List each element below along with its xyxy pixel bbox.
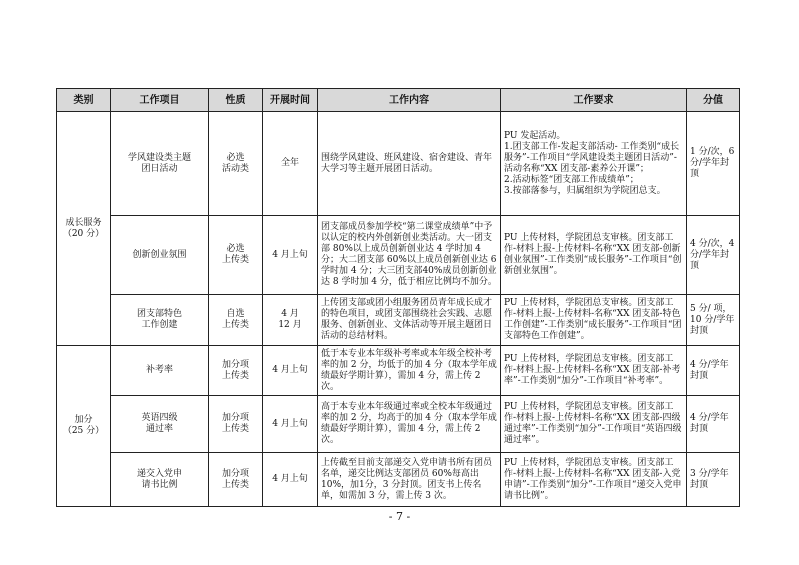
content-cell: 团支部成员参加学校“第二课堂成绩单”中予以认定的校内外创新创业类活动。大一团支部 80%以上成员创新创业达 4 学时加 4 分；大二团支部 60%以上成员创新创业达 6 学时加 4 分；大三团支部40%成员创新创业达 8 学时加 4 分，低于相应比例均不加分。 xyxy=(318,216,501,295)
page-number: - 7 - xyxy=(388,510,411,523)
item-line: 学风建设类主题 xyxy=(127,152,191,163)
header-requirement: 工作要求 xyxy=(501,89,687,112)
nature-line: 加分项 xyxy=(221,468,249,479)
requirement-line: PU 上传材料，学院团总支审核。团支部工作-材料上报-上传材料-名称“XX 团支部-补考率”-工作类别“加分”-工作项目“补考率”。 xyxy=(504,354,681,386)
nature-cell xyxy=(209,112,263,216)
time-line: 全年 xyxy=(280,158,299,168)
score-cell: 5 分/ 项，10 分/学年封顶 xyxy=(687,295,740,346)
time-cell xyxy=(263,216,318,295)
nature-cell xyxy=(209,346,263,396)
item-cell xyxy=(111,396,209,453)
table-row xyxy=(57,216,740,295)
item-cell xyxy=(111,453,209,507)
nature-line: 上传类 xyxy=(221,479,249,490)
table-header-row xyxy=(57,89,740,112)
item-line: 团支部特色 xyxy=(136,309,182,319)
header-category: 类别 xyxy=(57,89,111,112)
time-cell xyxy=(263,346,318,396)
score-cell: 3 分/学年封顶 xyxy=(687,453,740,507)
item-line: 递交入党申 xyxy=(136,468,182,479)
item-line: 工作创建 xyxy=(141,320,178,330)
content-cell: 围绕学风建设、班风建设、宿舍建设、青年大学习等主题开展团日活动。 xyxy=(318,112,501,216)
item-line: 补考率 xyxy=(145,365,173,375)
nature-line: 上传类 xyxy=(221,320,249,330)
table-row xyxy=(57,453,740,507)
requirement-line: 1.团支部工作-发起支部活动- 工作类别“成长服务”-工作项目“学风建设类主题团日活动”-活动名称“XX 团支部-素养公开课”； xyxy=(504,141,680,174)
header-time: 开展时间 xyxy=(263,89,318,112)
requirement-cell xyxy=(501,295,687,346)
score-cell: 4 分/学年封顶 xyxy=(687,346,740,396)
content-cell: 上传团支部或团小组服务团员青年成长成才的特色项目，或团支部围绕社会实践、志愿服务、创新创业、文体活动等开展主题团日活动的总结材料。 xyxy=(318,295,501,346)
nature-line: 必选 xyxy=(226,152,245,163)
header-nature: 性质 xyxy=(209,89,263,112)
requirement-cell xyxy=(501,453,687,507)
item-cell xyxy=(111,295,209,346)
item-line: 团日活动 xyxy=(141,163,178,174)
requirement-line: PU 发起活动。 xyxy=(504,130,566,141)
nature-line: 加分项 xyxy=(221,359,249,370)
item-cell xyxy=(111,112,209,216)
table-row xyxy=(57,112,740,216)
nature-cell xyxy=(209,295,263,346)
content-cell: 上传截至目前支部递交入党申请书所有团员名单，递交比例达支部团员 60%每高出10%，加1分，3 分封顶。团支书上传名单，如需加 3 分，需上传 3 次。 xyxy=(318,453,501,507)
requirement-line: PU 上传材料，学院团总支审核。团支部工作-材料上报-上传材料-名称“XX 团支部-入党申请”-工作类别“加分”-工作项目“递交入党申请书比例”。 xyxy=(504,457,682,501)
time-line: 12 月 xyxy=(278,320,302,330)
nature-line: 活动类 xyxy=(221,163,249,174)
score-cell: 4 分/学年封顶 xyxy=(687,396,740,453)
time-cell xyxy=(263,295,318,346)
item-line: 创新创业氛围 xyxy=(132,249,187,260)
time-line: 4 月上旬 xyxy=(272,249,308,260)
time-line: 4 月 xyxy=(281,309,299,319)
requirement-cell xyxy=(501,396,687,453)
score-cell: 4 分/次，4 分/学年封顶 xyxy=(687,216,740,295)
content-cell: 低于本专业本年级补考率或本年级全校补考率的加 2 分，均低于的加 4 分（取本学年成绩最好学期计算），需加 4 分，需上传 2 次。 xyxy=(318,346,501,396)
category-cell xyxy=(57,346,111,507)
nature-cell xyxy=(209,396,263,453)
content-cell: 高于本专业本年级通过率或全校本年级通过率的加 2 分，均高于的加 4 分（取本学年成绩最好学期计算），需加 4 分，需上传 2 次。 xyxy=(318,396,501,453)
time-cell xyxy=(263,112,318,216)
requirement-line: 2.活动标签“团支部工作成绩单”； xyxy=(504,174,639,185)
requirement-line: PU 上传材料，学院团总支审核。团支部工作-材料上报-上传材料-名称“XX 团支部-特色工作创建”-工作类别“成长服务”-工作项目“团支部特色工作创建”。 xyxy=(504,298,682,341)
category-cell xyxy=(57,112,111,346)
requirement-line: PU 上传材料，学院团总支审核。团支部工作-材料上报-上传材料-名称“XX 团支部-四级通过率”-工作类别“加分”-工作项目“英语四级通过率”。 xyxy=(504,402,682,445)
category-name: 成长服务 xyxy=(65,217,102,228)
nature-cell xyxy=(209,216,263,295)
item-line: 英语四级 xyxy=(141,413,178,423)
item-cell xyxy=(111,216,209,295)
item-cell xyxy=(111,346,209,396)
table-row xyxy=(57,295,740,346)
time-cell xyxy=(263,396,318,453)
category-name: 加分 xyxy=(74,415,93,425)
requirement-line: PU 上传材料，学院团总支审核。团支部工作-材料上报-上传材料-名称“XX 团支部-创新创业氛围”-工作类别“成长服务”-工作项目“创新创业氛围”。 xyxy=(504,233,682,276)
nature-line: 上传类 xyxy=(221,370,249,381)
table-row xyxy=(57,346,740,396)
time-line: 4 月上旬 xyxy=(272,474,308,484)
table-row xyxy=(57,396,740,453)
time-line: 4 月上旬 xyxy=(272,365,308,375)
category-score: （20 分） xyxy=(62,228,105,239)
nature-line: 必选 xyxy=(226,244,245,254)
requirement-line: 3.按部落参与，归属组织为学院团总支。 xyxy=(504,185,666,196)
nature-cell xyxy=(209,453,263,507)
category-score: （25 分） xyxy=(62,426,105,436)
score-cell: 1 分/次，6 分/学年封顶 xyxy=(687,112,740,216)
header-item: 工作项目 xyxy=(111,89,209,112)
nature-line: 加分项 xyxy=(221,413,249,423)
nature-line: 上传类 xyxy=(221,424,249,434)
work-table xyxy=(56,88,740,507)
nature-line: 上传类 xyxy=(221,255,249,265)
requirement-cell xyxy=(501,112,687,216)
item-line: 请书比例 xyxy=(141,479,178,490)
requirement-cell xyxy=(501,346,687,396)
nature-line: 自选 xyxy=(226,309,245,319)
requirement-cell xyxy=(501,216,687,295)
header-score: 分值 xyxy=(687,89,740,112)
item-line: 通过率 xyxy=(145,424,173,434)
time-line: 4 月上旬 xyxy=(272,418,308,429)
header-content: 工作内容 xyxy=(318,89,501,112)
time-cell xyxy=(263,453,318,507)
